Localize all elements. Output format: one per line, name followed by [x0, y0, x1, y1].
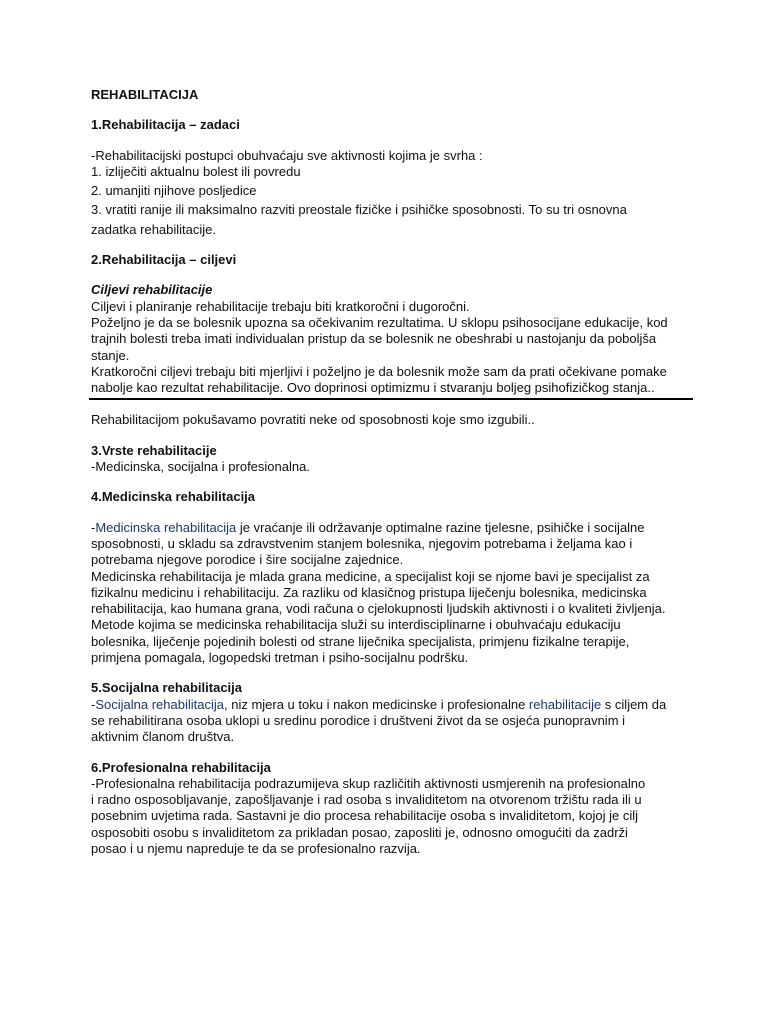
section-socijalna [91, 680, 691, 745]
paragraph-text: s ciljem da [601, 696, 667, 712]
paragraph-text: , niz mjera u toku i nakon medicinske i profesionalne [223, 696, 529, 712]
paragraph-line: rehabilitacija, kao humana grana, vodi računa o cjelokupnosti ljudskih aktivnosti i o kvaliteti življenja. [91, 601, 666, 617]
dash-prefix: - [91, 696, 96, 712]
section-heading: 1.Rehabilitacija – zadaci [91, 117, 240, 133]
section-heading: 2.Rehabilitacija – ciljevi [91, 252, 237, 268]
sub-heading: Ciljevi rehabilitacije [91, 282, 213, 298]
dash-prefix: - [91, 519, 96, 535]
document-body [91, 87, 691, 857]
paragraph-line: posao i u njemu napreduje te da se profesionalno razvija. [91, 840, 421, 856]
paragraph-line: aktivnim članom društva. [91, 729, 235, 745]
paragraph-line: fizikalnu medicinu i rehabilitaciju. Za razliku od klasičnog pristupa liječenju bolesnika, medicinska [91, 584, 647, 600]
paragraph-line: bolesnika, liječenje pojedinih bolesti od strane liječnika specijalista, primjenu fizikalne terapije, [91, 633, 630, 649]
section-heading: 3.Vrste rehabilitacije [91, 442, 217, 458]
paragraph-line: potrebama njegove porodice i šire socijalne zajednice. [91, 552, 404, 568]
link-socijalna-rehabilitacija[interactable]: Socijalna rehabilitacija [95, 696, 224, 712]
section-medicinska [91, 489, 691, 666]
paragraph-line: Metode kojima se medicinska rehabilitacija služi su interdisciplinarne i obuhvaćaju edukaciju [91, 617, 621, 633]
paragraph-text: je vraćanje ili održavanje optimalne razine tjelesne, psihičke i socijalne [236, 519, 645, 535]
list-item: 1. izliječiti aktualnu bolest ili povredu [91, 163, 301, 179]
link-rehabilitacije[interactable]: rehabilitacije [528, 696, 602, 712]
paragraph-line [91, 520, 691, 536]
section-heading: 4.Medicinska rehabilitacija [91, 489, 256, 505]
paragraph-line: Rehabilitacijom pokušavamo povratiti neke od sposobnosti koje smo izgubili.. [91, 412, 535, 428]
section-heading: 5.Socijalna rehabilitacija [91, 680, 243, 696]
paragraph-line: trajnih bolesti treba imati individualan pristup da se bolesnik ne obeshrabi u nastojanju da poboljša [91, 331, 657, 347]
paragraph-line: osposobiti osobu s invaliditetom za prikladan posao, zaposliti je, odnosno omogućiti da zadrži [91, 824, 628, 840]
paragraph-line: nabolje kao rezultat rehabilitacije. Ovo doprinosi optimizmu i stvaranju boljeg psihofizičkog stanja.. [91, 380, 655, 396]
list-item: 3. vratiti ranije ili maksimalno razviti preostale fizičke i psihičke sposobnosti. To su tri osnovna [91, 202, 627, 218]
section-vrste [91, 443, 691, 476]
paragraph-line: primjena pomagala, logopedski tretman i psiho-socijalnu podršku. [91, 650, 469, 666]
document-title: REHABILITACIJA [91, 87, 199, 102]
paragraph-line: -Profesionalna rehabilitacija podrazumijeva skup različitih aktivnosti usmjerenih na profesionalno [91, 775, 646, 791]
paragraph-line: Poželjno je da se bolesnik upozna sa očekivanim rezultatima. U sklopu psihosocijane edukacije, kod [91, 314, 668, 330]
section-ciljevi [91, 252, 691, 429]
paragraph-line: se rehabilitirana osoba uklopi u sredinu porodice i društveni život da se osjeća punopravnim i [91, 712, 626, 728]
list-item: zadatka rehabilitacije. [91, 221, 217, 237]
section-zadaci [91, 117, 691, 238]
paragraph-line: sposobnosti, u skladu sa zdravstvenim stanjem bolesnika, njegovim potrebama i željama kao i [91, 535, 633, 551]
paragraph-line [91, 697, 691, 713]
paragraph-line: i radno osposobljavanje, zapošljavanje i rad osoba s invaliditetom na otvorenom tržištu rada ili u [91, 792, 642, 808]
section-heading: 6.Profesionalna rehabilitacija [91, 759, 271, 775]
paragraph-line: stanje. [91, 347, 130, 363]
section-profesionalna [91, 760, 691, 858]
paragraph-line: -Medicinska, socijalna i profesionalna. [91, 459, 310, 475]
paragraph-line: Kratkoročni ciljevi trebaju biti mjerljivi i poželjno je da bolesnik može sam da prati očekivane pomake [91, 363, 667, 379]
paragraph-line: Medicinska rehabilitacija je mlada grana medicine, a specijalist koji se njome bavi je specijalist za [91, 568, 650, 584]
link-medicinska-rehabilitacija[interactable]: Medicinska rehabilitacija [95, 519, 237, 535]
list-item: 2. umanjiti njihove posljedice [91, 183, 257, 199]
paragraph-line: Ciljevi i planiranje rehabilitacije trebaju biti kratkoročni i dugoročni. [91, 298, 470, 314]
paragraph-line: posebnim uvjetima rada. Sastavni je dio procesa rehabilitacije osoba s invaliditetom, kojoj je cilj [91, 808, 639, 824]
paragraph-line: -Rehabilitacijski postupci obuhvaćaju sve aktivnosti kojima je svrha : [91, 147, 483, 163]
